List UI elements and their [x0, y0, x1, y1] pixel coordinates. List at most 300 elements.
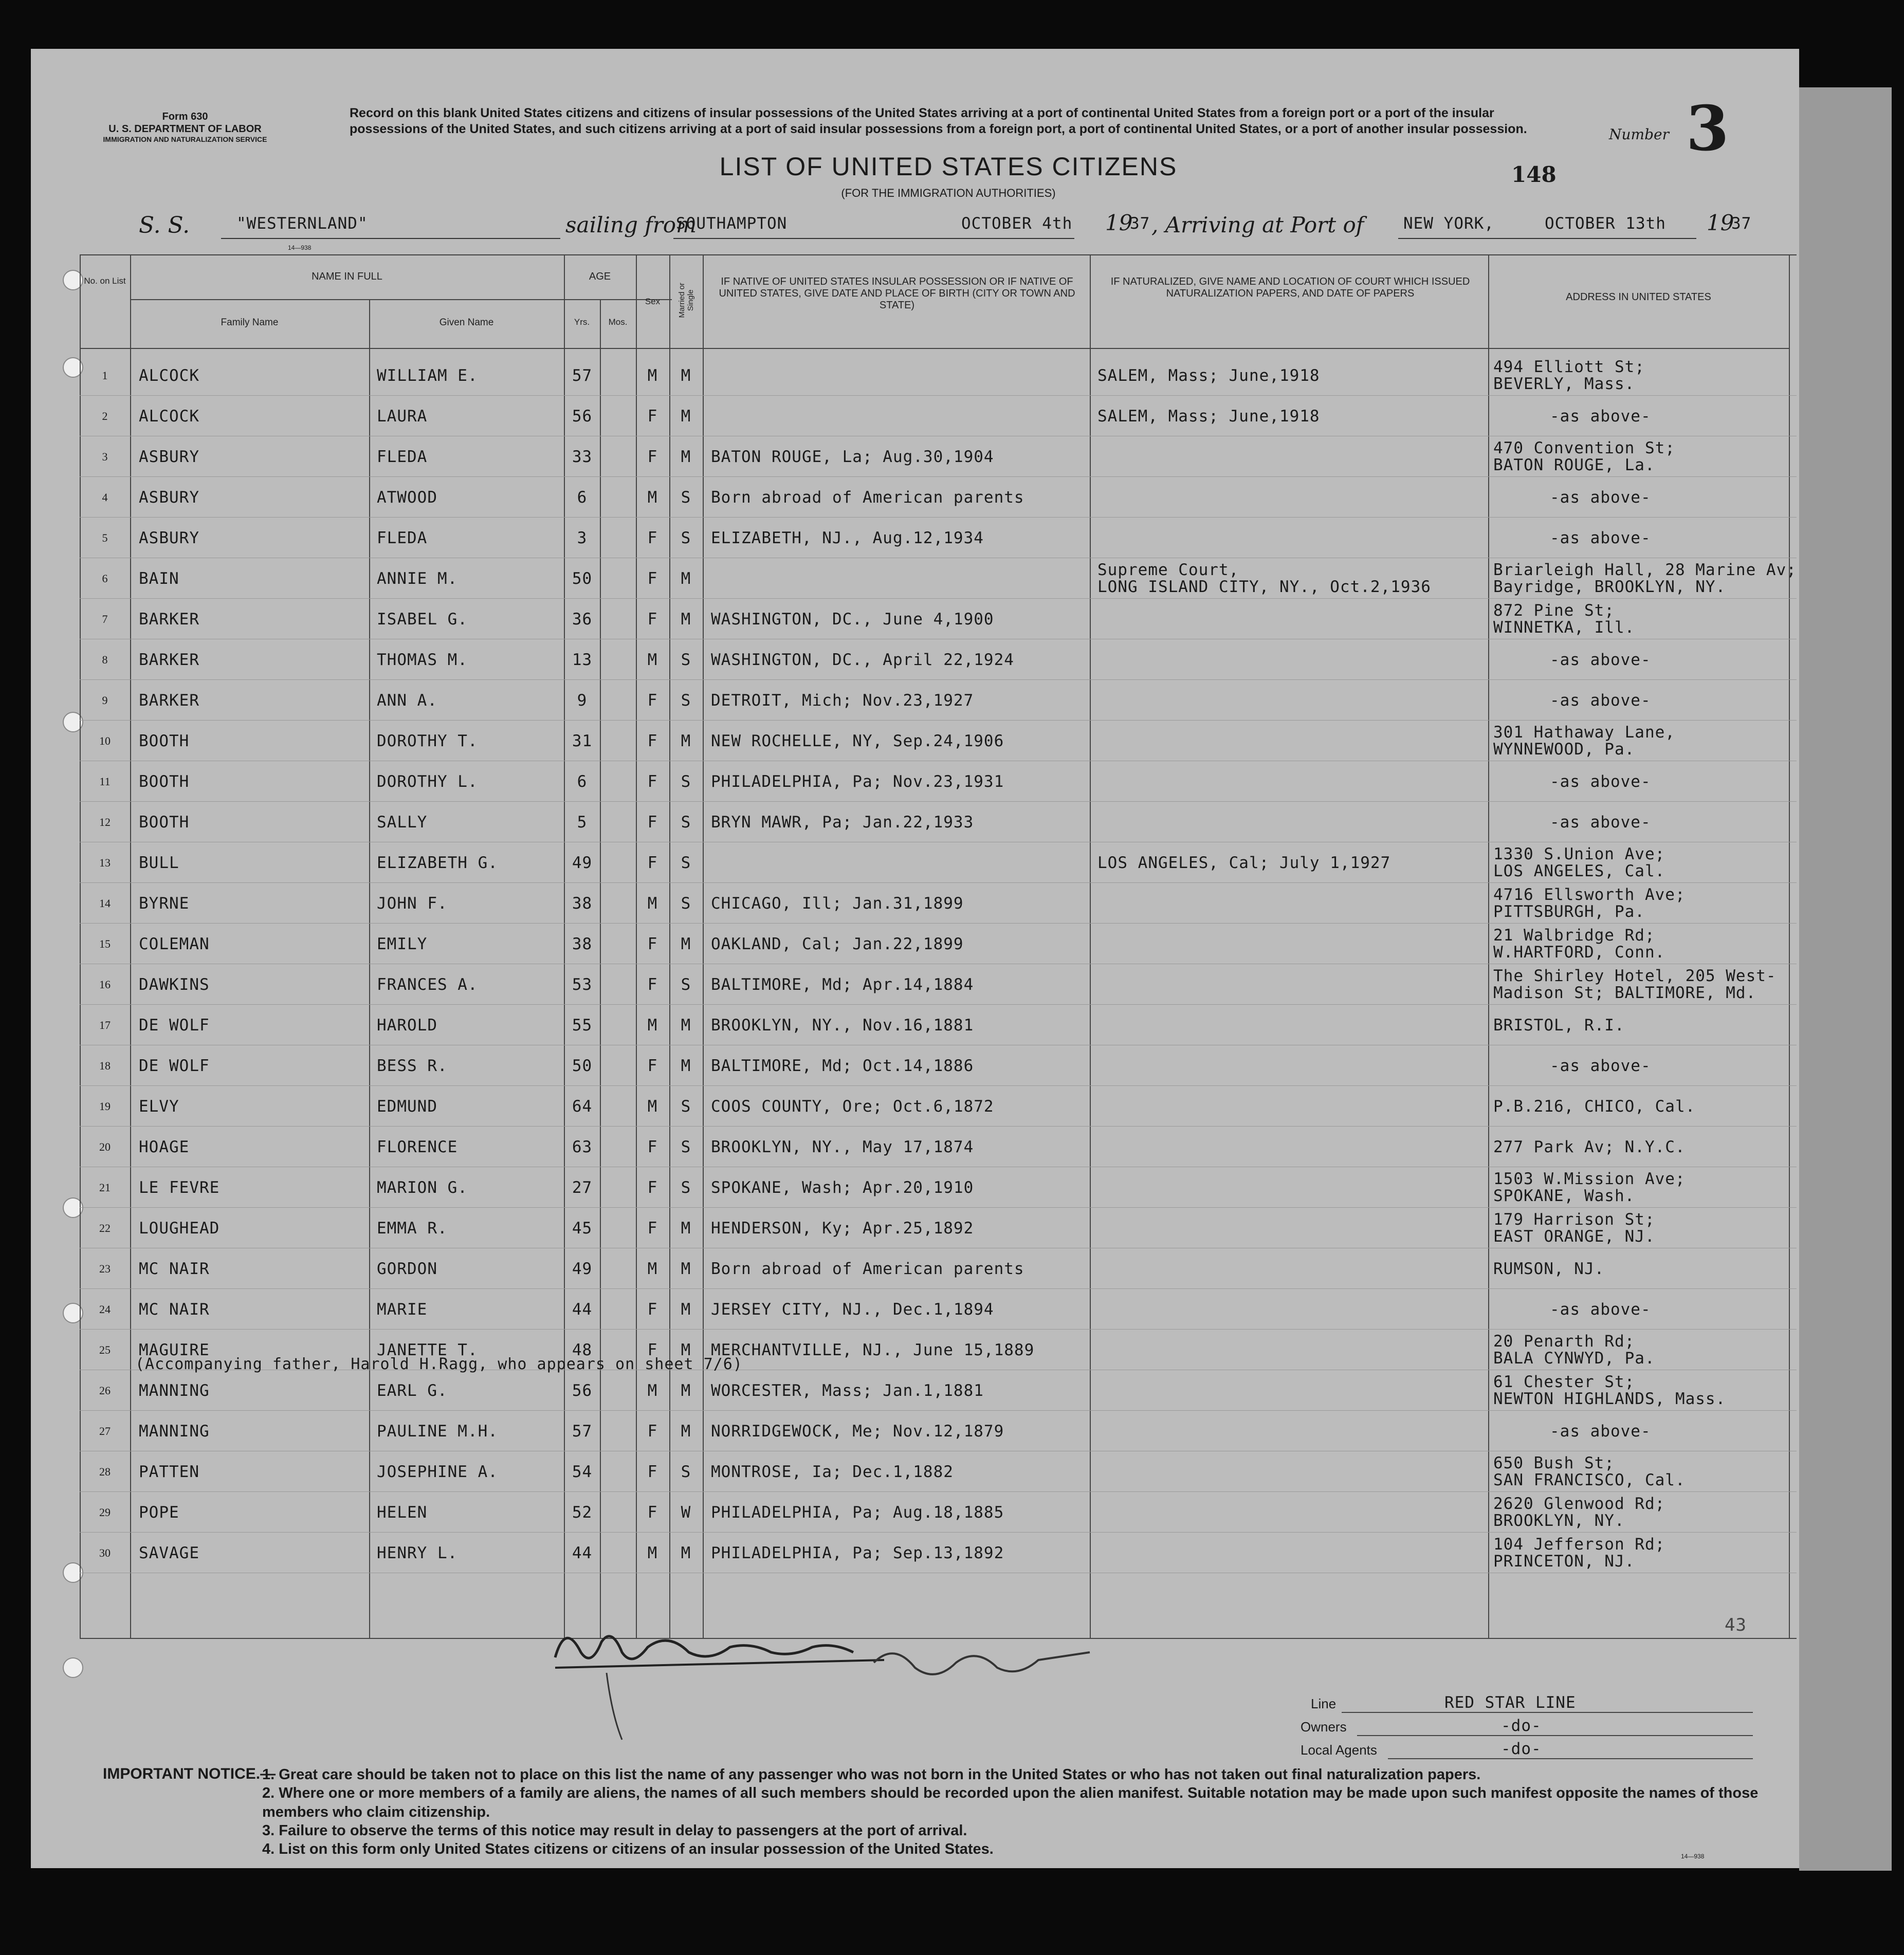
ss-label: S. S.: [139, 212, 190, 238]
sex: F: [647, 1422, 658, 1441]
family-name: BAIN: [139, 569, 179, 588]
birthplace: BROOKLYN, NY., Nov.16,1881: [711, 1016, 974, 1035]
marital-status: S: [681, 854, 691, 872]
naturalization: [1097, 680, 1483, 721]
table-row: [80, 396, 1797, 436]
paper-edge: [1799, 87, 1892, 1871]
sex: F: [647, 813, 658, 832]
sex: F: [647, 1178, 658, 1197]
naturalization: [1097, 1330, 1483, 1370]
age-years: 38: [572, 894, 593, 913]
table-row: [80, 1411, 1797, 1451]
address-line-2: BEVERLY, Mass.: [1493, 375, 1635, 393]
address-line-2: 277 Park Av; N.Y.C.: [1493, 1137, 1686, 1156]
sex: F: [647, 569, 658, 588]
address-line-1: 104 Jefferson Rd;: [1493, 1535, 1665, 1554]
birthplace: BALTIMORE, Md; Apr.14,1884: [711, 975, 974, 994]
birthplace: MONTROSE, Ia; Dec.1,1882: [711, 1463, 954, 1481]
notice-item: 1. Great care should be taken not to place on this list the name of any passenger who was not born in the United States or who has not taken out final naturalization papers.: [262, 1766, 1481, 1783]
notice-item: 3. Failure to observe the terms of this notice may result in delay to passengers at the port of arrival.: [262, 1822, 967, 1839]
table-row: [80, 680, 1797, 721]
address-line-1: 470 Convention St;: [1493, 439, 1675, 458]
ship-underline: [221, 238, 560, 239]
sailing-date: OCTOBER 4th: [961, 214, 1073, 233]
address-line-2: -as above-: [1550, 488, 1651, 507]
arrival-port: NEW YORK,: [1403, 214, 1494, 233]
given-name: ANN A.: [377, 691, 437, 710]
naturalization: [1097, 437, 1483, 477]
address-line-2: W.HARTFORD, Conn.: [1493, 943, 1665, 962]
table-row: [80, 599, 1797, 639]
given-name: MARIE: [377, 1300, 428, 1319]
birthplace: NORRIDGEWOCK, Me; Nov.12,1879: [711, 1422, 1004, 1441]
notice-item: 4. List on this form only United States citizens or citizens of an insular possession of the United States.: [262, 1841, 994, 1857]
address-line-1: 21 Walbridge Rd;: [1493, 926, 1655, 945]
address: [1493, 1452, 1786, 1492]
family-name: BARKER: [139, 610, 199, 629]
address: [1493, 965, 1786, 1005]
age-years: 50: [572, 569, 593, 588]
family-name: POPE: [139, 1503, 179, 1522]
marital-status: S: [681, 772, 691, 791]
address-line-1: 494 Elliott St;: [1493, 358, 1645, 377]
table-row: [80, 883, 1797, 924]
table-row: [80, 1289, 1797, 1330]
line-underline: [1342, 1712, 1753, 1713]
row-number: 14: [99, 897, 111, 910]
address: [1493, 924, 1786, 964]
given-name: HENRY L.: [377, 1544, 458, 1562]
address-line-1: 1503 W.Mission Ave;: [1493, 1170, 1686, 1189]
address: [1493, 721, 1786, 761]
birthplace: SPOKANE, Wash; Apr.20,1910: [711, 1178, 974, 1197]
header-address: ADDRESS IN UNITED STATES: [1566, 291, 1711, 303]
line-label: Line: [1311, 1696, 1337, 1711]
margin-count: 43: [1725, 1615, 1747, 1635]
given-name: WILLIAM E.: [377, 366, 478, 385]
table-row: [80, 843, 1797, 883]
naturalization: [1097, 1127, 1483, 1167]
sex: F: [647, 1503, 658, 1522]
row-number: 26: [99, 1384, 111, 1397]
family-name: DAWKINS: [139, 975, 210, 994]
sex: F: [647, 529, 658, 547]
given-name: EARL G.: [377, 1381, 448, 1400]
family-name: PATTEN: [139, 1463, 199, 1481]
row-number: 6: [102, 572, 108, 585]
birthplace: [711, 356, 1086, 396]
marital-status: M: [681, 1260, 691, 1278]
owners-label: Owners: [1301, 1719, 1347, 1735]
address-line-1: 650 Bush St;: [1493, 1454, 1615, 1473]
table-row: [80, 477, 1797, 518]
marital-status: W: [681, 1503, 691, 1522]
table-row: [80, 1371, 1797, 1411]
family-name: MANNING: [139, 1422, 210, 1441]
row-number: 21: [99, 1181, 111, 1194]
table-row: [80, 1168, 1797, 1208]
arriving-label: , Arriving at Port of: [1151, 212, 1364, 237]
naturalization: SALEM, Mass; June,1918: [1097, 366, 1320, 385]
birthplace: CHICAGO, Ill; Jan.31,1899: [711, 894, 964, 913]
given-name: SALLY: [377, 813, 428, 832]
family-name: BOOTH: [139, 772, 190, 791]
marital-status: S: [681, 813, 691, 832]
table-row: [80, 802, 1797, 842]
address-line-2: WINNETKA, Ill.: [1493, 618, 1635, 637]
address: [1493, 1127, 1786, 1167]
address-line-1: 179 Harrison St;: [1493, 1210, 1655, 1229]
marital-status: M: [681, 732, 691, 750]
age-years: 49: [572, 854, 593, 872]
row-number: 15: [99, 937, 111, 950]
manifest-sheet: [31, 49, 1799, 1868]
address-line-1: 2620 Glenwood Rd;: [1493, 1495, 1665, 1514]
address: [1493, 1168, 1786, 1208]
table-row: [80, 356, 1797, 396]
age-years: 57: [572, 1422, 593, 1441]
marital-status: S: [681, 529, 691, 547]
row-number: 19: [99, 1100, 111, 1113]
address-line-2: -as above-: [1550, 528, 1651, 547]
row-number: 7: [102, 613, 108, 625]
birthplace: WASHINGTON, DC., April 22,1924: [711, 651, 1014, 669]
row-number: 22: [99, 1222, 111, 1234]
header-married-single: Married or Single: [677, 283, 695, 318]
address: [1493, 640, 1786, 680]
naturalization: [1097, 1492, 1483, 1533]
family-name: MC NAIR: [139, 1260, 210, 1278]
number-label: Number: [1609, 126, 1669, 143]
address-line-2: WYNNEWOOD, Pa.: [1493, 740, 1635, 759]
notice-heading: IMPORTANT NOTICE.—: [103, 1765, 276, 1782]
naturalization: [1097, 965, 1483, 1005]
address: [1493, 437, 1786, 477]
sailing-from-label: sailing from: [565, 212, 697, 237]
address-line-2: BALA CYNWYD, Pa.: [1493, 1349, 1655, 1368]
sex: F: [647, 610, 658, 629]
marital-status: S: [681, 488, 691, 507]
sex: M: [647, 1097, 658, 1116]
address: [1493, 599, 1786, 639]
given-name: FLEDA: [377, 529, 428, 547]
family-name: HOAGE: [139, 1138, 190, 1156]
naturalization: [1097, 1086, 1483, 1127]
address-line-2: BROOKLYN, NY.: [1493, 1511, 1625, 1530]
header-age: AGE: [589, 271, 611, 282]
department-name: U. S. DEPARTMENT OF LABOR: [108, 123, 262, 135]
printer-code: 14—938: [288, 244, 312, 251]
ship-name: "WESTERNLAND": [236, 214, 368, 233]
sex: F: [647, 1219, 658, 1238]
family-name: ALCOCK: [139, 407, 199, 426]
naturalization: [1097, 1168, 1483, 1208]
marital-status: M: [681, 610, 691, 629]
table-row: [80, 762, 1797, 802]
marital-status: M: [681, 1057, 691, 1075]
form-header: [87, 110, 283, 144]
address-line-1: Briarleigh Hall, 28 Marine Av;: [1493, 561, 1797, 580]
birthplace: Born abroad of American parents: [711, 488, 1024, 507]
page-title: LIST OF UNITED STATES CITIZENS: [719, 152, 1178, 181]
birthplace: COOS COUNTY, Ore; Oct.6,1872: [711, 1097, 994, 1116]
naturalization: LOS ANGELES, Cal; July 1,1927: [1097, 853, 1391, 872]
family-name: BYRNE: [139, 894, 190, 913]
age-years: 63: [572, 1138, 593, 1156]
age-years: 50: [572, 1057, 593, 1075]
sex: M: [647, 651, 658, 669]
address: [1493, 680, 1786, 721]
marital-status: S: [681, 894, 691, 913]
row-number: 23: [99, 1262, 111, 1275]
address: [1493, 1289, 1786, 1330]
naturalization: [1097, 721, 1483, 761]
address-line-2: NEWTON HIGHLANDS, Mass.: [1493, 1390, 1726, 1408]
table-row: [80, 640, 1797, 680]
agents-underline: [1388, 1758, 1753, 1759]
row-number: 3: [102, 450, 108, 463]
age-years: 3: [577, 529, 588, 547]
birthplace: NEW ROCHELLE, NY, Sep.24,1906: [711, 732, 1004, 750]
sex: F: [647, 407, 658, 426]
family-name: ASBURY: [139, 488, 199, 507]
table-row: [80, 965, 1797, 1005]
age-years: 33: [572, 448, 593, 466]
family-name: LOUGHEAD: [139, 1219, 220, 1238]
row-number: 1: [102, 369, 108, 382]
family-name: BARKER: [139, 651, 199, 669]
header-naturalized: IF NATURALIZED, GIVE NAME AND LOCATION OF COURT WHICH ISSUED NATURALIZATION PAPERS, AND DATE OF PAPERS: [1110, 276, 1470, 299]
header-rule: [80, 348, 1789, 349]
address: [1493, 1533, 1786, 1573]
age-years: 44: [572, 1544, 593, 1562]
address: [1493, 762, 1786, 802]
sex: F: [647, 691, 658, 710]
marital-status: M: [681, 448, 691, 466]
family-name: MAGUIRE: [139, 1341, 210, 1359]
address-line-1: 20 Penarth Rd;: [1493, 1332, 1635, 1351]
sex: F: [647, 975, 658, 994]
row-number: 18: [99, 1059, 111, 1072]
age-years: 38: [572, 935, 593, 953]
address-line-1: 61 Chester St;: [1493, 1373, 1635, 1392]
table-row: [80, 1492, 1797, 1533]
address-line-2: -as above-: [1550, 407, 1651, 426]
naturalization: [1097, 1533, 1483, 1573]
naturalization: [1097, 1046, 1483, 1086]
address: [1493, 1330, 1786, 1370]
given-name: MARION G.: [377, 1178, 468, 1197]
address-line-1: 4716 Ellsworth Ave;: [1493, 886, 1686, 905]
birthplace: BALTIMORE, Md; Oct.14,1886: [711, 1057, 974, 1075]
age-years: 56: [572, 1381, 593, 1400]
sailing-port-underline: [673, 238, 1074, 239]
marital-status: S: [681, 651, 691, 669]
officer-signature: [545, 1611, 1100, 1745]
birthplace: [711, 843, 1086, 883]
marital-status: S: [681, 1097, 691, 1116]
sex: M: [647, 1260, 658, 1278]
address: [1493, 802, 1786, 842]
table-row: [80, 1208, 1797, 1248]
sex: M: [647, 488, 658, 507]
header-rule: [130, 299, 672, 300]
family-name: ASBURY: [139, 448, 199, 466]
marital-status: M: [681, 1544, 691, 1562]
marital-status: M: [681, 1300, 691, 1319]
naturalization: [1097, 640, 1483, 680]
sheet-number: 3: [1686, 93, 1729, 165]
naturalization: [1097, 477, 1483, 518]
naturalization: [1097, 599, 1483, 639]
birthplace: ELIZABETH, NJ., Aug.12,1934: [711, 529, 984, 547]
marital-status: S: [681, 1463, 691, 1481]
birthplace: OAKLAND, Cal; Jan.22,1899: [711, 935, 964, 953]
given-name: DOROTHY L.: [377, 772, 478, 791]
family-name: BOOTH: [139, 813, 190, 832]
naturalization: [1097, 1371, 1483, 1411]
address-line-2: EAST ORANGE, NJ.: [1493, 1227, 1655, 1246]
family-name: BARKER: [139, 691, 199, 710]
sailing-year: 37: [1130, 214, 1150, 233]
address-line-2: -as above-: [1550, 691, 1651, 710]
naturalization: [1097, 1208, 1483, 1248]
table-row: [80, 924, 1797, 964]
notice-item: 2. Where one or more members of a family are aliens, the names of all such members should be recorded upon the alien manifest. Suitable notation may be made upon such manifest opposite the names of those members who claim citizenship.: [262, 1785, 1759, 1820]
age-years: 49: [572, 1260, 593, 1278]
row-number: 24: [99, 1303, 111, 1316]
row-number: 27: [99, 1425, 111, 1437]
sailing-port: SOUTHAMPTON: [676, 214, 788, 233]
table-row: [80, 518, 1797, 558]
stamp-number: 148: [1511, 162, 1557, 187]
agents-value: -do-: [1501, 1740, 1542, 1758]
punch-hole: [63, 1657, 83, 1678]
sex: F: [647, 1057, 658, 1075]
row-number: 13: [99, 856, 111, 869]
header-family-name: Family Name: [221, 317, 279, 328]
page-subtitle: (FOR THE IMMIGRATION AUTHORITIES): [841, 187, 1056, 199]
form-number: Form 630: [162, 111, 208, 122]
sex: F: [647, 1341, 658, 1359]
marital-status: M: [681, 407, 691, 426]
table-row: [80, 1127, 1797, 1167]
birthplace: MERCHANTVILLE, NJ., June 15,1889: [711, 1341, 1035, 1359]
family-name: BOOTH: [139, 732, 190, 750]
owners-value: -do-: [1501, 1717, 1542, 1735]
agents-label: Local Agents: [1301, 1742, 1377, 1758]
address: [1493, 1086, 1786, 1127]
given-name: HELEN: [377, 1503, 428, 1522]
address-line-2: SAN FRANCISCO, Cal.: [1493, 1471, 1686, 1489]
age-years: 6: [577, 488, 588, 507]
given-name: FLEDA: [377, 448, 428, 466]
arrival-underline: [1398, 238, 1696, 239]
address-line-2: P.B.216, CHICO, Cal.: [1493, 1097, 1696, 1116]
address-line-2: BRISTOL, R.I.: [1493, 1016, 1625, 1035]
age-years: 13: [572, 651, 593, 669]
age-years: 57: [572, 366, 593, 385]
address-line-2: PITTSBURGH, Pa.: [1493, 902, 1645, 921]
address-line-2: LOS ANGELES, Cal.: [1493, 862, 1665, 880]
given-name: JANETTE T.: [377, 1341, 478, 1359]
given-name: THOMAS M.: [377, 651, 468, 669]
naturalization: SALEM, Mass; June,1918: [1097, 407, 1320, 426]
given-name: ATWOOD: [377, 488, 437, 507]
row-number: 25: [99, 1343, 111, 1356]
marital-status: M: [681, 935, 691, 953]
notice-list: [262, 1765, 1779, 1858]
address-line-2: Bayridge, BROOKLYN, NY.: [1493, 578, 1726, 596]
table-row: [80, 1452, 1797, 1492]
age-years: 45: [572, 1219, 593, 1238]
age-years: 9: [577, 691, 588, 710]
family-name: SAVAGE: [139, 1544, 199, 1562]
arrival-year: 37: [1731, 214, 1752, 233]
address: [1493, 1005, 1786, 1045]
address-line-1: 872 Pine St;: [1493, 601, 1615, 620]
sex: F: [647, 448, 658, 466]
address-line-2: -as above-: [1550, 1300, 1651, 1319]
row-number: 11: [99, 775, 111, 788]
birthplace: [711, 396, 1086, 436]
header-age-years: Yrs.: [574, 317, 590, 327]
address: [1493, 1046, 1786, 1086]
age-years: 64: [572, 1097, 593, 1116]
sex: M: [647, 366, 658, 385]
marital-status: S: [681, 1178, 691, 1197]
sex: F: [647, 732, 658, 750]
birthplace: PHILADELPHIA, Pa; Sep.13,1892: [711, 1544, 1004, 1562]
given-name: GORDON: [377, 1260, 437, 1278]
age-years: 52: [572, 1503, 593, 1522]
marital-status: M: [681, 569, 691, 588]
birthplace: HENDERSON, Ky; Apr.25,1892: [711, 1219, 974, 1238]
address: [1493, 477, 1786, 518]
age-years: 31: [572, 732, 593, 750]
given-name: BESS R.: [377, 1057, 448, 1075]
given-name: PAULINE M.H.: [377, 1422, 498, 1441]
family-name: ELVY: [139, 1097, 179, 1116]
age-years: 53: [572, 975, 593, 994]
address-line-2: -as above-: [1550, 1056, 1651, 1075]
sex: F: [647, 772, 658, 791]
address-line-1: 301 Hathaway Lane,: [1493, 723, 1675, 742]
row-number: 12: [99, 816, 111, 828]
birthplace: Born abroad of American parents: [711, 1260, 1024, 1278]
marital-status: M: [681, 366, 691, 385]
row-number: 9: [102, 694, 108, 707]
given-name: JOSEPHINE A.: [377, 1463, 498, 1481]
sex: M: [647, 894, 658, 913]
marital-status: M: [681, 1016, 691, 1035]
birthplace: WORCESTER, Mass; Jan.1,1881: [711, 1381, 984, 1400]
table-row: [80, 559, 1797, 599]
age-years: 27: [572, 1178, 593, 1197]
family-name: BULL: [139, 854, 179, 872]
naturalization: [1097, 883, 1483, 924]
age-years: 6: [577, 772, 588, 791]
given-name: EMMA R.: [377, 1219, 448, 1238]
naturalization: [1097, 1452, 1483, 1492]
table-row: [80, 1005, 1797, 1045]
age-years: 36: [572, 610, 593, 629]
family-name: MC NAIR: [139, 1300, 210, 1319]
address: [1493, 1492, 1786, 1533]
row-number: 5: [102, 531, 108, 544]
table-row: [80, 1046, 1797, 1086]
age-years: 5: [577, 813, 588, 832]
